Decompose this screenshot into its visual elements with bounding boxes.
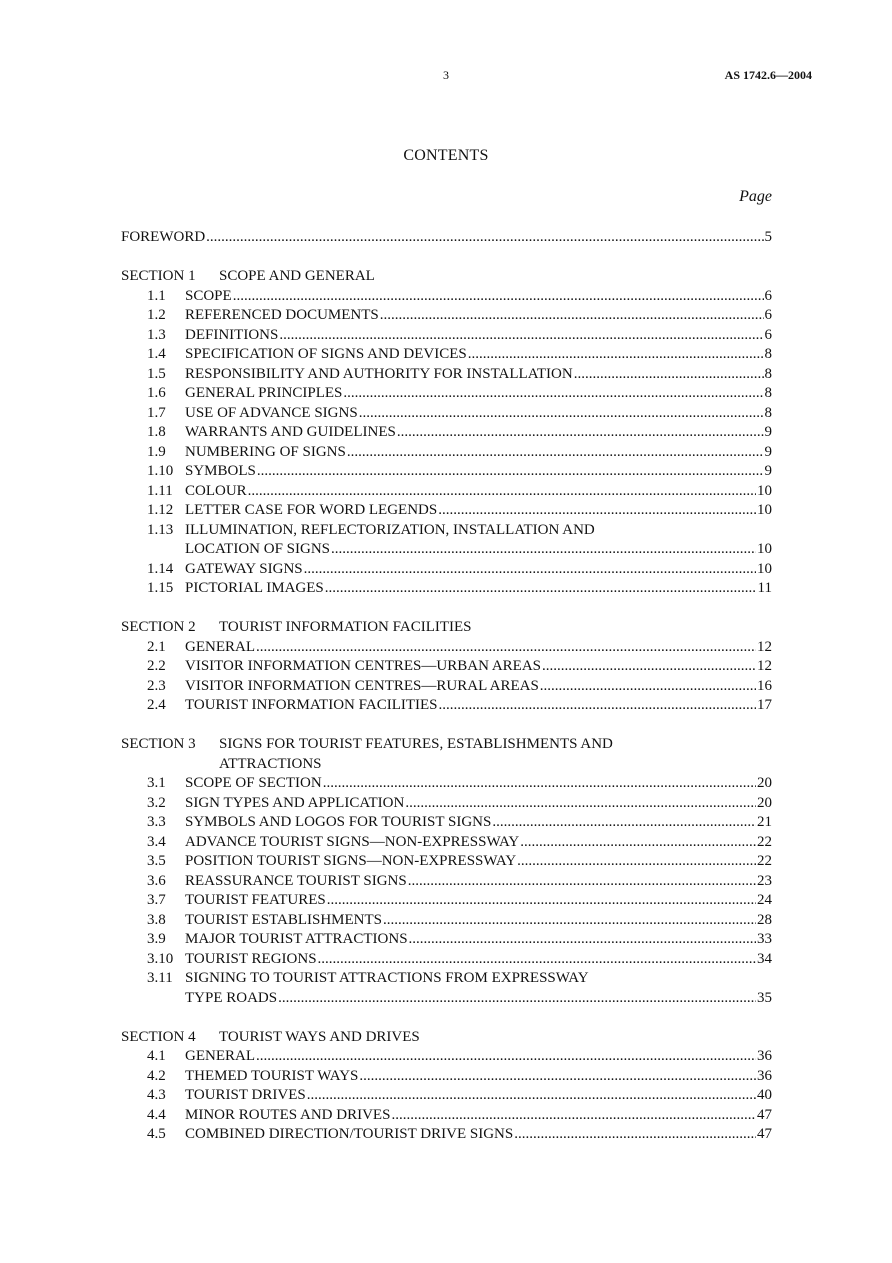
dot-leader [574,365,764,385]
toc-entry-title: TOURIST INFORMATION FACILITIES [185,697,438,713]
toc-entry[interactable] [121,1086,772,1106]
toc-entry[interactable] [121,930,772,950]
toc-entry-page: 9 [764,443,772,460]
toc-entry-page: 6 [764,326,772,343]
toc-entry-number: 1.11 [147,482,173,499]
toc-entry-number: 3.5 [147,853,166,869]
toc-entry-number: 1.13 [147,521,174,538]
toc-entry-number: 3.4 [147,833,166,850]
toc-entry[interactable] [121,462,772,482]
toc-entry[interactable] [121,345,772,365]
dot-leader [514,1125,756,1145]
toc-entry-number-cell [121,1047,185,1067]
toc-entry-title: NUMBERING OF SIGNS [185,443,346,460]
toc-entry-number: 1.8 [147,424,166,440]
dot-leader [327,891,756,911]
toc-entry-title: TOURIST ESTABLISHMENTS [185,911,383,928]
toc-entry[interactable] [121,501,772,521]
toc-entry-number: 1.2 [147,307,166,323]
toc-entry-number: 4.3 [147,1087,166,1103]
section-title-line: TOURIST WAYS AND DRIVES [219,1028,420,1045]
toc-entry-page: 40 [757,1087,772,1103]
dot-leader [380,306,764,326]
toc-entry-number: 1.5 [147,365,166,382]
toc-entry-page: 10 [757,482,772,499]
dot-leader [542,657,756,677]
toc-entry-continuation[interactable] [121,540,772,560]
toc-entry-page: 8 [764,404,772,421]
toc-entry-title: TOURIST FEATURES [185,892,326,908]
toc-entry-page: 17 [757,697,772,713]
dot-leader [206,228,763,248]
toc-entry[interactable] [121,482,772,502]
section-heading [121,1028,772,1048]
toc-entry-number-cell [121,384,185,404]
dot-leader [359,404,764,424]
toc-entry-page: 16 [757,677,772,694]
toc-entry[interactable] [121,872,772,892]
section-title-line: SCOPE AND GENERAL [219,268,375,284]
dot-leader [331,540,756,560]
toc-entry-number-cell [121,404,185,424]
toc-entry-number-cell [121,365,185,385]
toc-entry-title: TOURIST DRIVES [185,1087,306,1103]
toc-entry-title: VISITOR INFORMATION CENTRES—RURAL AREAS [185,677,539,694]
toc-entry[interactable] [121,774,772,794]
toc-entry-number: 1.9 [147,443,166,460]
toc-entry-title: RESPONSIBILITY AND AUTHORITY FOR INSTALLATION [185,365,573,382]
toc-entry-number-cell [121,813,185,833]
toc-entry-number: 1.1 [147,287,166,304]
toc-entry-title: COMBINED DIRECTION/TOURIST DRIVE SIGNS [185,1126,514,1142]
section-title-line: SIGNS FOR TOURIST FEATURES, ESTABLISHMENTS AND [219,736,613,752]
dot-leader [408,872,756,892]
toc-entry-number-cell [121,1086,185,1106]
toc-entry-page: 6 [764,307,772,323]
toc-entry-number-cell [121,911,185,931]
toc-entry-title: SYMBOLS AND LOGOS FOR TOURIST SIGNS [185,814,492,830]
toc-entry-page: 22 [757,853,772,869]
toc-entry-number: 4.2 [147,1067,166,1084]
toc-entry-continuation[interactable] [121,989,772,1009]
toc-entry-number-cell [121,1106,185,1126]
toc-entry-page: 28 [757,911,772,928]
toc-entry-number-cell [121,794,185,814]
toc-entry-title: MINOR ROUTES AND DRIVES [185,1106,391,1123]
toc-entry-page: 8 [764,365,772,382]
toc-entry-number-cell [121,638,185,658]
dot-leader [439,696,756,716]
toc-entry-page: 20 [757,794,772,811]
toc-entry-title: REASSURANCE TOURIST SIGNS [185,872,407,889]
toc-entry[interactable] [121,443,772,463]
dot-leader [233,287,764,307]
toc-entry-title: LETTER CASE FOR WORD LEGENDS [185,502,438,518]
toc-entry-page: 21 [757,814,772,830]
section-heading [121,618,772,638]
contents-title: CONTENTS [403,147,489,164]
toc-entry-number: 3.10 [147,950,174,967]
toc-entry-number: 1.6 [147,385,166,401]
toc-entry[interactable] [121,677,772,697]
toc-entry-number-cell [121,501,185,521]
dot-leader [256,1047,756,1067]
toc-entry-page: 20 [757,775,772,791]
toc-entry-page: 11 [757,580,772,596]
toc-entry-title: GENERAL [185,638,255,655]
toc-entry-title: ILLUMINATION, REFLECTORIZATION, INSTALLATION AND [185,521,595,538]
toc-entry-number: 4.5 [147,1126,166,1142]
toc-entry-number-cell [121,443,185,463]
toc-entry-page: 47 [757,1126,772,1142]
toc-entry-title: PICTORIAL IMAGES [185,580,324,596]
toc-entry-title: REFERENCED DOCUMENTS [185,307,379,323]
section-number: SECTION 2 [121,619,196,635]
dot-leader [468,345,764,365]
toc-entry-number-cell [121,1125,185,1145]
toc-entry-number: 3.2 [147,794,166,811]
dot-leader [248,482,756,502]
toc-entry-number: 3.11 [147,970,173,986]
toc-entry-number: 3.6 [147,872,166,889]
toc-entry-number-cell [121,306,185,326]
toc-entry-title: SCOPE OF SECTION [185,775,322,791]
toc-entry-number: 3.1 [147,775,166,791]
toc-entry-number-cell [121,930,185,950]
toc-entry-page: 47 [757,1106,772,1123]
dot-leader [405,794,756,814]
toc-entry[interactable] [121,404,772,424]
dot-leader [318,950,756,970]
toc-entry-title: GENERAL PRINCIPLES [185,385,343,401]
toc-entry-number-cell [121,677,185,697]
toc-entry-page: 8 [764,346,772,362]
dot-leader [540,677,756,697]
toc-entry-page: 8 [764,385,772,401]
toc-entry-title: GATEWAY SIGNS [185,560,303,577]
toc-entry-page: 22 [757,833,772,850]
toc-entry-number-cell [121,462,185,482]
toc-entry-number-cell [121,833,185,853]
toc-entry-page: 35 [757,989,772,1006]
toc-entry-number: 2.3 [147,677,166,694]
toc-entry-number: 1.12 [147,502,174,518]
toc-entry-number: 4.4 [147,1106,166,1123]
section-title [219,618,772,638]
toc-entry[interactable] [121,696,772,716]
toc-entry-page: 23 [757,872,772,889]
toc-entry[interactable] [121,560,772,580]
dot-leader [438,501,756,521]
toc-entry[interactable] [121,384,772,404]
toc-entry-number: 2.1 [147,638,166,655]
toc-entry-number: 2.4 [147,697,166,713]
page-number: 3 [443,68,449,82]
toc-entry-number-cell [121,969,185,989]
toc-entry-title: FOREWORD [121,229,206,245]
toc-entry-number: 4.1 [147,1048,166,1064]
toc-entry[interactable] [121,423,772,443]
toc-entry-title: WARRANTS AND GUIDELINES [185,424,396,440]
toc-entry-title-continuation: LOCATION OF SIGNS [185,541,331,557]
toc-entry-title: GENERAL [185,1048,255,1064]
document-id: AS 1742.6—2004 [724,68,812,82]
dot-leader [359,1067,756,1087]
toc-entry-number-cell [121,345,185,365]
toc-entry-number-cell [121,872,185,892]
toc-entry-page: 12 [757,658,772,674]
dot-leader [409,930,756,950]
toc-entry-number: 3.9 [147,931,166,947]
toc-entry-number: 1.10 [147,463,174,479]
toc-entry-title: SIGN TYPES AND APPLICATION [185,794,405,811]
dot-leader [492,813,756,833]
toc-entry[interactable] [121,813,772,833]
dot-leader [257,462,764,482]
toc-entry-number-cell [121,1067,185,1087]
toc-entry-number: 2.2 [147,658,166,674]
toc-entry-page: 5 [764,229,772,245]
toc-entry-title: DEFINITIONS [185,326,279,343]
toc-entry-title-continuation: TYPE ROADS [185,989,278,1006]
section-heading [121,735,772,774]
toc-entry[interactable] [121,657,772,677]
toc-entry[interactable] [121,1106,772,1126]
dot-leader [343,384,763,404]
dot-leader [517,852,756,872]
dot-leader [391,1106,756,1126]
toc-entry-page: 36 [757,1048,772,1064]
toc-entry-page: 6 [764,287,772,304]
toc-entry[interactable] [121,852,772,872]
toc-entry-number-cell [121,521,185,541]
section-title-line: TOURIST INFORMATION FACILITIES [219,619,472,635]
toc-entry-number: 1.7 [147,404,166,421]
toc-entry-page: 10 [757,541,772,557]
section-heading [121,267,772,287]
toc-entry-number-cell [121,852,185,872]
toc-entry[interactable] [121,521,772,541]
dot-leader [323,774,756,794]
toc-entry-page: 9 [764,463,772,479]
toc-entry-title: SPECIFICATION OF SIGNS AND DEVICES [185,346,467,362]
toc-entry-page: 33 [757,931,772,947]
dot-leader [347,443,764,463]
dot-leader [383,911,756,931]
dot-leader [304,560,756,580]
toc-entry-title: VISITOR INFORMATION CENTRES—URBAN AREAS [185,658,542,674]
toc-entry-foreword[interactable] [121,228,772,248]
toc-entry-number-cell [121,287,185,307]
toc-entry-title: THEMED TOURIST WAYS [185,1067,359,1084]
toc-entry-page: 12 [757,638,772,655]
toc-entry[interactable] [121,306,772,326]
toc-entry[interactable] [121,833,772,853]
toc-entry-title: COLOUR [185,482,247,499]
toc-entry[interactable] [121,638,772,658]
page-column-label: Page [739,188,772,205]
dot-leader [325,579,757,599]
toc-entry[interactable] [121,969,772,989]
toc-entry[interactable] [121,911,772,931]
toc-entry-number: 3.7 [147,892,166,908]
toc-entry[interactable] [121,287,772,307]
section-title [219,267,772,287]
toc-entry-number: 1.4 [147,346,166,362]
dot-leader [307,1086,756,1106]
section-number: SECTION 1 [121,268,196,284]
toc-entry[interactable] [121,794,772,814]
toc-entry-number: 1.14 [147,560,174,577]
toc-entry-title: MAJOR TOURIST ATTRACTIONS [185,931,408,947]
toc-entry[interactable] [121,365,772,385]
toc-entry-number-cell [121,774,185,794]
toc-entry-number-cell [121,579,185,599]
toc-entry-title: POSITION TOURIST SIGNS—NON-EXPRESSWAY [185,853,517,869]
toc-entry-title: SCOPE [185,287,232,304]
toc-entry-number-cell [121,482,185,502]
section-title-continuation: ATTRACTIONS [219,755,322,772]
toc-entry[interactable] [121,950,772,970]
section-number: SECTION 4 [121,1028,196,1045]
dot-leader [397,423,764,443]
toc-entry-page: 10 [757,502,772,518]
dot-leader [279,326,763,346]
toc-entry-number: 1.15 [147,580,174,596]
toc-entry-number: 3.8 [147,911,166,928]
toc-entry-page: 9 [764,424,772,440]
toc-entry-page: 34 [757,950,772,967]
toc-entry-number-cell [121,657,185,677]
toc-entry[interactable] [121,891,772,911]
toc-entry-number-cell [121,560,185,580]
toc-entry-page: 36 [757,1067,772,1084]
toc-entry[interactable] [121,579,772,599]
toc-entry-number-cell [121,950,185,970]
toc-entry-number-cell [121,891,185,911]
toc-entry-title: TOURIST REGIONS [185,950,317,967]
toc-entry[interactable] [121,326,772,346]
section-number: SECTION 3 [121,736,196,752]
section-title [219,1028,772,1048]
toc-entry-title: ADVANCE TOURIST SIGNS—NON-EXPRESSWAY [185,833,520,850]
toc-entry-number-cell [121,696,185,716]
toc-entry-page: 10 [757,560,772,577]
toc-entry-title: SYMBOLS [185,463,256,479]
toc-entry-title: SIGNING TO TOURIST ATTRACTIONS FROM EXPRESSWAY [185,970,589,986]
toc-entry-title: USE OF ADVANCE SIGNS [185,404,358,421]
section-title [219,735,772,774]
toc-entry[interactable] [121,1125,772,1145]
dot-leader [256,638,756,658]
dot-leader [278,989,756,1009]
toc-entry[interactable] [121,1067,772,1087]
dot-leader [520,833,756,853]
toc-entry-number-cell [121,423,185,443]
toc-entry-number-cell [121,326,185,346]
toc-entry-number: 3.3 [147,814,166,830]
toc-entry-number: 1.3 [147,326,166,343]
toc-entry-page: 24 [757,892,772,908]
toc-entry[interactable] [121,1047,772,1067]
table-of-contents [121,228,772,1145]
